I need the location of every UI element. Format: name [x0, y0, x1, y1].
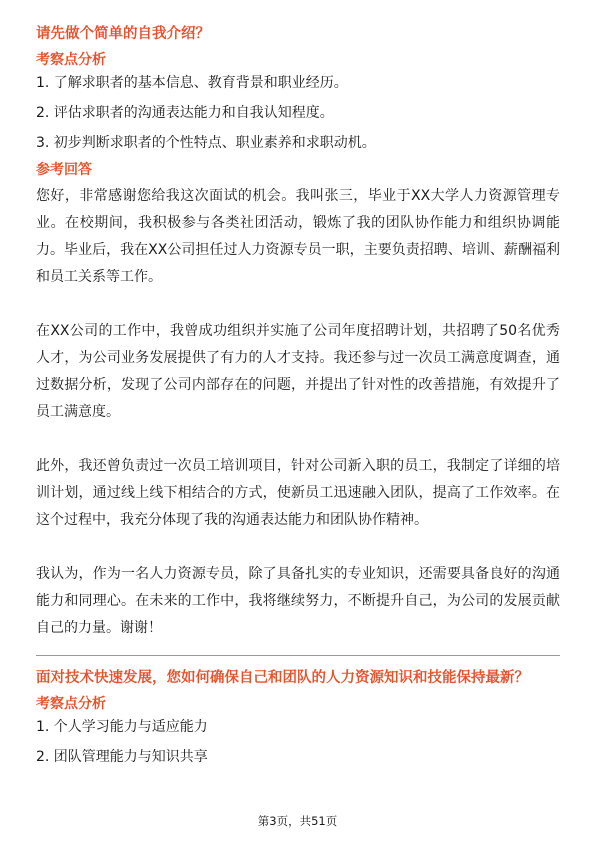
question-title: 请先做个简单的自我介绍？ — [36, 26, 210, 42]
answer-heading: 参考回答 — [36, 162, 92, 178]
paragraph-spacer — [36, 291, 560, 318]
section-divider — [36, 655, 560, 656]
page-number: 第3页，共51页 — [257, 814, 338, 828]
document-page — [36, 24, 560, 777]
answer-paragraph: 此外，我还曾负责过一次员工培训项目，针对公司新入职的员工，我制定了详细的培训计划，通过线上线下相结合的方式，使新员工迅速融入团队，提高了工作效率。在这个过程中，我充分体现了我的沟通表达能力和团队协作精神。 — [36, 458, 560, 528]
answer-paragraph: 在XX公司的工作中，我曾成功组织并实施了公司年度招聘计划，共招聘了50名优秀人才，为公司业务发展提供了有力的人才支持。我还参与过一次员工满意度调查，通过数据分析，发现了公司内部存在的问题，并提出了针对性的改善措施，有效提升了员工满意度。 — [36, 323, 560, 420]
question-title: 面对技术快速发展，您如何确保自己和团队的人力资源知识和技能保持最新？ — [36, 670, 529, 686]
paragraph-spacer — [36, 426, 560, 453]
paragraph-spacer — [36, 534, 560, 561]
analysis-point: 3. 初步判断求职者的个性特点、职业素养和求职动机。 — [36, 135, 376, 151]
analysis-point: 2. 评估求职者的沟通表达能力和自我认知程度。 — [36, 105, 334, 121]
analysis-heading: 考察点分析 — [36, 52, 106, 68]
analysis-point: 1. 个人学习能力与适应能力 — [36, 719, 208, 735]
analysis-heading: 考察点分析 — [36, 696, 106, 712]
analysis-point: 1. 了解求职者的基本信息、教育背景和职业经历。 — [36, 75, 348, 91]
answer-paragraph: 我认为，作为一名人力资源专员，除了具备扎实的专业知识，还需要具备良好的沟通能力和同理心。在未来的工作中，我将继续努力，不断提升自己，为公司的发展贡献自己的力量。谢谢！ — [36, 566, 560, 636]
answer-paragraph: 您好，非常感谢您给我这次面试的机会。我叫张三，毕业于XX大学人力资源管理专业。在校期间，我积极参与各类社团活动，锻炼了我的团队协作能力和组织协调能力。毕业后，我在XX公司担任过人力资源专员一职，主要负责招聘、培训、薪酬福利和员工关系等工作。 — [36, 188, 560, 285]
analysis-point: 2. 团队管理能力与知识共享 — [36, 749, 208, 765]
